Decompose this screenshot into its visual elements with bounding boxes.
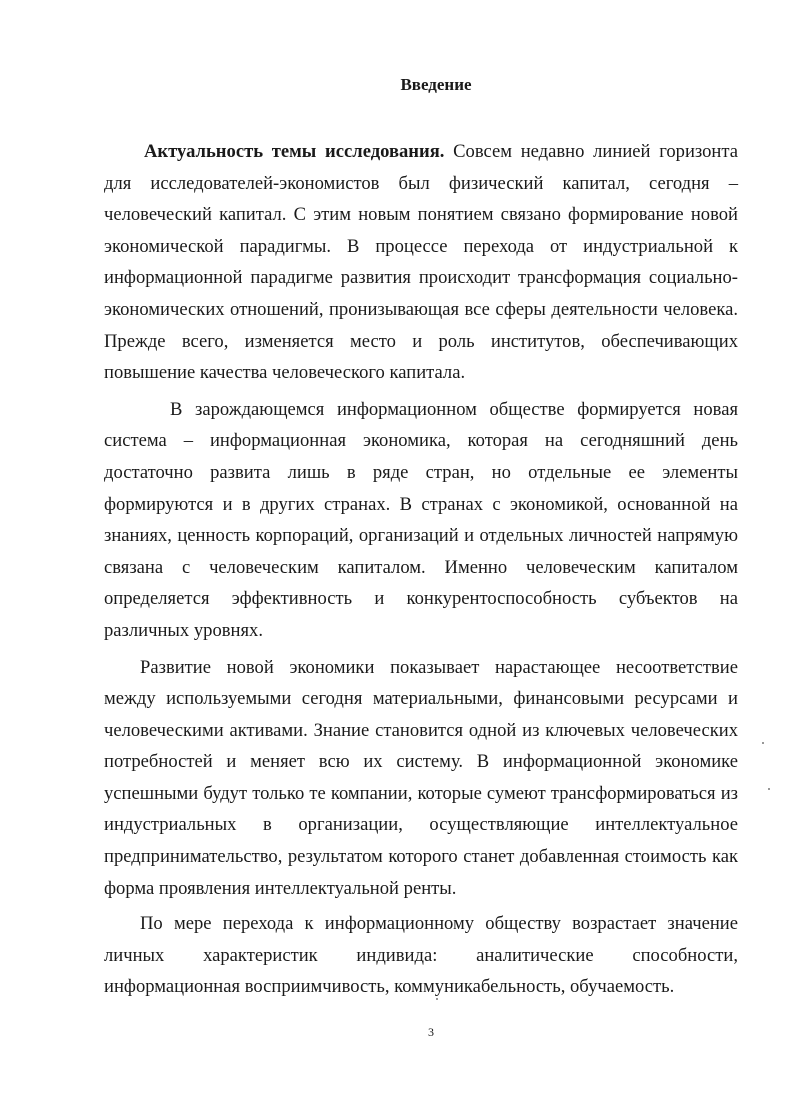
page-title: Введение <box>400 75 472 94</box>
paragraph-text: Развитие новой экономики показывает нарастающее несоответствие между используемыми сегодня материальными, финансовыми ресурсами и человеческими активами. Знание становится одной из ключевых человеческих потребностей и меняет всю их систему. В информационной экономике успешными будут только те компании, которые сумеют трансформироваться из индустриальных в организации, осуществляющие интеллектуальное предпринимательство, результатом которого станет добавленная стоимость как форма проявления интеллектуальной ренты. <box>104 656 738 899</box>
paragraph-personal-characteristics <box>104 908 738 1003</box>
paragraph-text: По мере перехода к информационному обществу возрастает значение личных характеристик индивида: аналитические способности, информационная восприимчивость, коммуникабельность, обучаемость. <box>104 913 738 998</box>
paragraph-text: Совсем недавно линией горизонта для исследователей-экономистов был физический капитал, сегодня – человеческий капитал. С этим новым понятием связано формирование новой экономической парадигмы. В процессе перехода от индустриальной к информационной парадигме развития происходит трансформация социально-экономических отношений, пронизывающая все сферы деятельности человека. Прежде всего, изменяется место и роль институтов, обеспечивающих повышение качества человеческого капитала. <box>104 141 738 384</box>
paragraph-information-society <box>104 394 738 647</box>
paragraph-relevance <box>104 136 738 389</box>
page-number: 3 <box>428 1025 434 1039</box>
relevance-heading: Актуальность темы исследования. <box>144 141 445 162</box>
scan-speck <box>762 742 764 744</box>
scan-speck <box>436 998 438 1000</box>
scan-speck <box>768 788 770 790</box>
paragraph-new-economy <box>104 652 738 905</box>
paragraph-text: В зарождающемся информационном обществе формируется новая система – информационная экономика, которая на сегодняшний день достаточно развита лишь в ряде стран, но отдельные ее элементы формируются и в других странах. В странах с экономикой, основанной на знаниях, ценность корпораций, организаций и отдельных личностей напрямую связана с человеческим капиталом. Именно человеческим капиталом определяется эффективность и конкурентоспособность субъектов на различных уровнях. <box>104 398 738 641</box>
body-text <box>104 136 738 1003</box>
